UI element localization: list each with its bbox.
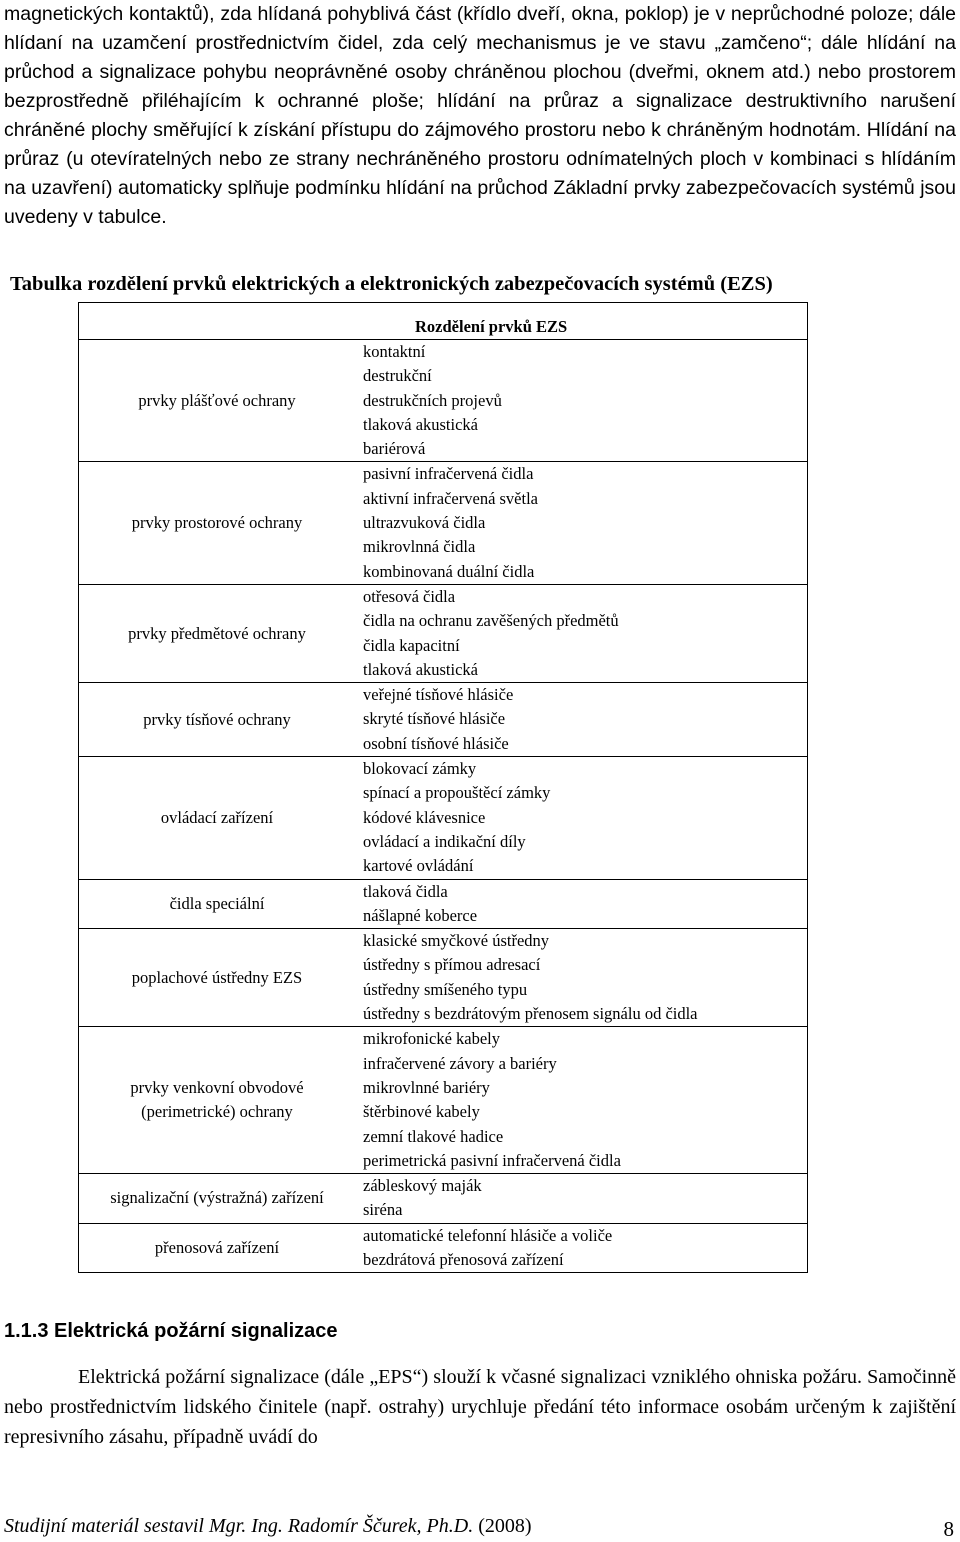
item-text: kontaktní bbox=[363, 342, 426, 361]
page-number: 8 bbox=[943, 1517, 954, 1541]
item-text: skryté tísňové hlásiče bbox=[363, 709, 506, 729]
table-row bbox=[79, 683, 808, 757]
item-text: štěrbinové kabely bbox=[363, 1102, 480, 1122]
item-text: destrukční bbox=[363, 366, 432, 386]
header-empty-cell bbox=[79, 303, 356, 340]
item-text: bezdrátová přenosová zařízení bbox=[363, 1249, 564, 1269]
item-text: osobní tísňové hlásiče bbox=[363, 733, 509, 753]
items-cell bbox=[355, 757, 808, 879]
table-row bbox=[79, 757, 808, 879]
item-text: tlaková čidla bbox=[363, 881, 448, 901]
item-text: infračervené závory a bariéry bbox=[363, 1053, 557, 1073]
table-row bbox=[79, 340, 808, 462]
category-cell: přenosová zařízení bbox=[79, 1223, 356, 1273]
footer-year: (2008) bbox=[478, 1515, 532, 1537]
item-text: aktivní infračervená světla bbox=[363, 488, 538, 508]
item-text: veřejné tísňové hlásiče bbox=[363, 685, 514, 705]
category-cell: prvky tísňové ochrany bbox=[79, 683, 356, 757]
item-text: zábleskový maják bbox=[363, 1176, 482, 1196]
item-text: mikrovlnné bariéry bbox=[363, 1077, 490, 1097]
item-text: pasivní infračervená čidla bbox=[363, 464, 534, 484]
footer-credit bbox=[4, 1515, 532, 1538]
item-text: čidla kapacitní bbox=[363, 635, 460, 655]
item-text: mikrovlnná čidla bbox=[363, 537, 476, 557]
table-row bbox=[79, 1027, 808, 1174]
item-text: klasické smyčkové ústředny bbox=[363, 931, 550, 951]
item-text: spínací a propouštěcí zámky bbox=[363, 783, 551, 803]
item-text: kombinovaná duální čidla bbox=[363, 561, 535, 581]
items-cell bbox=[355, 879, 808, 929]
items-cell bbox=[355, 1174, 808, 1224]
item-text: destrukčních projevů bbox=[363, 390, 502, 410]
item-text: ultrazvuková čidla bbox=[363, 513, 486, 533]
item-text: mikrofonické kabely bbox=[363, 1029, 500, 1049]
category-cell: signalizační (výstražná) zařízení bbox=[79, 1174, 356, 1224]
items-cell bbox=[355, 462, 808, 584]
items-cell bbox=[355, 683, 808, 757]
section-heading: 1.1.3 Elektrická požární signalizace bbox=[4, 1320, 338, 1342]
table-header-row bbox=[79, 303, 808, 340]
item-text: nášlapné koberce bbox=[363, 905, 478, 925]
items-cell bbox=[355, 340, 808, 462]
item-text: ovládací a indikační díly bbox=[363, 831, 526, 851]
items-cell bbox=[355, 584, 808, 682]
table-title: Tabulka rozdělení prvků elektrických a elektronických zabezpečovacích systémů (EZS) bbox=[10, 273, 773, 295]
item-text: kódové klávesnice bbox=[363, 807, 486, 827]
table-row bbox=[79, 929, 808, 1027]
category-cell: čidla speciální bbox=[79, 879, 356, 929]
item-text: otřesová čidla bbox=[363, 586, 456, 606]
items-cell bbox=[355, 1223, 808, 1273]
table-body bbox=[79, 340, 808, 1273]
item-text: automatické telefonní hlásiče a voliče bbox=[363, 1225, 613, 1245]
item-text: kartové ovládání bbox=[363, 856, 474, 876]
category-cell: prvky předmětové ochrany bbox=[79, 584, 356, 682]
item-text: zemní tlakové hadice bbox=[363, 1126, 504, 1146]
items-cell bbox=[355, 1027, 808, 1174]
items-cell bbox=[355, 929, 808, 1027]
table-row bbox=[79, 1223, 808, 1273]
category-cell: prvky venkovní obvodové (perimetrické) ochrany bbox=[79, 1027, 356, 1174]
table-row bbox=[79, 462, 808, 584]
item-text: bariérová bbox=[363, 439, 426, 459]
item-text: ústředny s bezdrátovým přenosem signálu od čidla bbox=[363, 1004, 698, 1024]
item-text: ústředny s přímou adresací bbox=[363, 955, 541, 975]
table-row bbox=[79, 1174, 808, 1224]
table-header: Rozdělení prvků EZS bbox=[355, 303, 808, 340]
item-text: perimetrická pasivní infračervená čidla bbox=[363, 1150, 621, 1170]
item-text: čidla na ochranu zavěšených předmětů bbox=[363, 611, 619, 631]
category-cell: prvky prostorové ochrany bbox=[79, 462, 356, 584]
footer-author: Studijní materiál sestavil Mgr. Ing. Radomír Ščurek, Ph.D. bbox=[4, 1515, 474, 1537]
item-text: siréna bbox=[363, 1200, 403, 1220]
category-cell: prvky plášťové ochrany bbox=[79, 340, 356, 462]
section-paragraph: Elektrická požární signalizace (dále „EPS“) slouží k včasné signalizaci vzniklého ohniska požáru. Samočinně nebo prostřednictvím lidského činitele (např. ostrahy) urychluje předání této informace osobám určeným k zajištění represivního zásahu, případně uvádí do bbox=[4, 1366, 956, 1448]
item-text: blokovací zámky bbox=[363, 759, 477, 779]
item-text: tlaková akustická bbox=[363, 414, 479, 434]
category-cell: ovládací zařízení bbox=[79, 757, 356, 879]
item-text: tlaková akustická bbox=[363, 659, 479, 679]
item-text: ústředny smíšeného typu bbox=[363, 979, 528, 999]
category-cell: poplachové ústředny EZS bbox=[79, 929, 356, 1027]
table-row bbox=[79, 584, 808, 682]
table-row bbox=[79, 879, 808, 929]
intro-paragraph: magnetických kontaktů), zda hlídaná pohyblivá část (křídlo dveří, okna, poklop) je v neprůchodné poloze; dále hlídaní na uzamčení prostřednictvím čidel, zda celý mechanismus je ve stavu „zamčeno“; dále hlídání na průchod a signalizace pohybu neoprávněné osoby chráněnou plochou (dveřmi, oknem atd.) nebo prostorem bezprostředně přiléhajícím k ochranné ploše; hlídání na průraz a signalizace destruktivního narušení chráněné plochy směřující k získání přístupu do zájmového prostoru nebo k chráněným hodnotám. Hlídání na průraz (u otevíratelných nebo ze strany nechráněného prostoru odnímatelných ploch v kombinaci s hlídáním na uzavření) automaticky splňuje podmínku hlídání na průchod Základní prvky zabezpečovacích systémů jsou uvedeny v tabulce. bbox=[4, 3, 956, 228]
ezs-table bbox=[78, 302, 808, 1273]
